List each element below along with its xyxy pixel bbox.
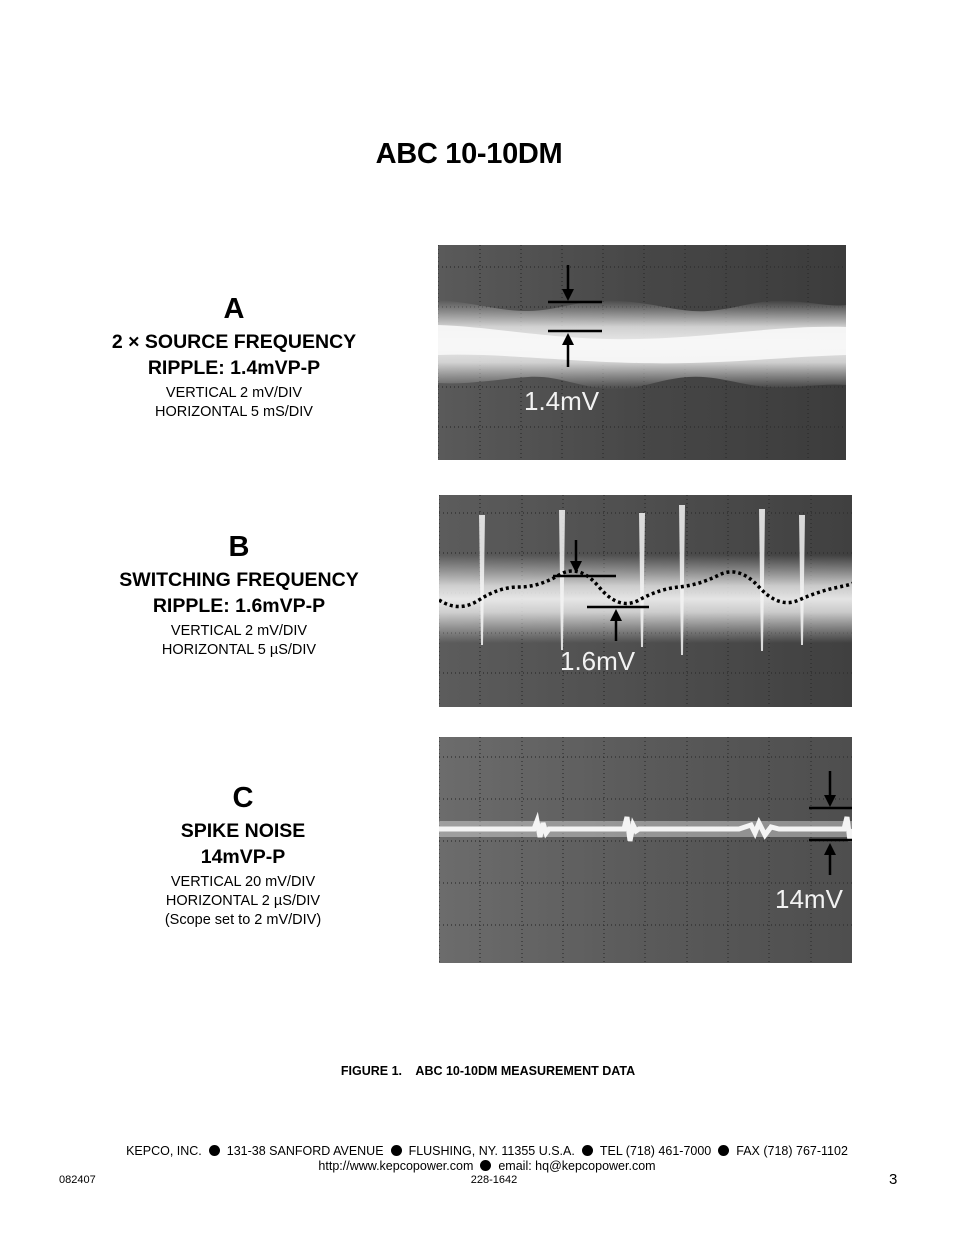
footer-company: KEPCO, INC. bbox=[126, 1144, 202, 1158]
panel-c-letter: C bbox=[232, 782, 254, 814]
scope-a-label: 1.4mV bbox=[524, 386, 600, 416]
footer-email[interactable]: email: hq@kepcopower.com bbox=[498, 1159, 656, 1173]
panel-b-heading-1: SWITCHING FREQUENCY bbox=[119, 569, 359, 591]
panel-b-detail-1: VERTICAL 2 mV/DIV bbox=[170, 623, 308, 639]
footer-address: 131-38 SANFORD AVENUE bbox=[226, 1144, 384, 1158]
panel-a-letter: A bbox=[223, 293, 245, 325]
figure-caption: FIGURE 1. ABC 10-10DM MEASUREMENT DATA bbox=[340, 1064, 636, 1078]
panel-a-heading-2: RIPPLE: 1.4mVP-P bbox=[147, 357, 321, 379]
footer-website[interactable]: http://www.kepcopower.com bbox=[318, 1159, 474, 1173]
panel-c-detail-1: VERTICAL 20 mV/DIV bbox=[170, 874, 316, 890]
panel-b-letter: B bbox=[228, 531, 250, 563]
page-title: ABC 10-10DM bbox=[375, 138, 563, 170]
footer-city: FLUSHING, NY. 11355 U.S.A. bbox=[408, 1144, 575, 1158]
bullet-icon bbox=[209, 1145, 220, 1156]
panel-a-heading-1: 2 × SOURCE FREQUENCY bbox=[111, 331, 357, 353]
scope-c-label: 14mV bbox=[775, 884, 843, 914]
doc-code-center: 228-1642 bbox=[470, 1174, 518, 1186]
scope-image-b bbox=[439, 495, 852, 707]
footer-address-line bbox=[0, 1144, 954, 1158]
panel-a-detail-2: HORIZONTAL 5 mS/DIV bbox=[155, 404, 313, 420]
panel-c-detail-3: (Scope set to 2 mV/DIV) bbox=[164, 912, 322, 928]
footer-fax: FAX (718) 767-1102 bbox=[736, 1144, 848, 1158]
scope-b-label: 1.6mV bbox=[560, 646, 636, 676]
footer-tel: TEL (718) 461-7000 bbox=[599, 1144, 712, 1158]
panel-b-detail-2: HORIZONTAL 5 µS/DIV bbox=[161, 642, 317, 658]
scope-image-a bbox=[438, 245, 846, 460]
panel-c-heading-2: 14mVP-P bbox=[200, 846, 286, 868]
page-number: 3 bbox=[889, 1171, 898, 1188]
panel-a-caption bbox=[89, 293, 379, 422]
footer-web-line bbox=[0, 1159, 954, 1173]
bullet-icon bbox=[391, 1145, 402, 1156]
panel-c-caption bbox=[98, 782, 388, 930]
bullet-icon bbox=[718, 1145, 729, 1156]
panel-a-detail-1: VERTICAL 2 mV/DIV bbox=[165, 385, 303, 401]
scope-image-c bbox=[439, 737, 852, 963]
panel-b-caption bbox=[94, 531, 384, 660]
panel-c-detail-2: HORIZONTAL 2 µS/DIV bbox=[165, 893, 321, 909]
bullet-icon bbox=[480, 1160, 491, 1171]
bullet-icon bbox=[582, 1145, 593, 1156]
panel-c-heading-1: SPIKE NOISE bbox=[180, 820, 306, 842]
doc-code-left: 082407 bbox=[59, 1174, 96, 1186]
panel-b-heading-2: RIPPLE: 1.6mVP-P bbox=[152, 595, 326, 617]
